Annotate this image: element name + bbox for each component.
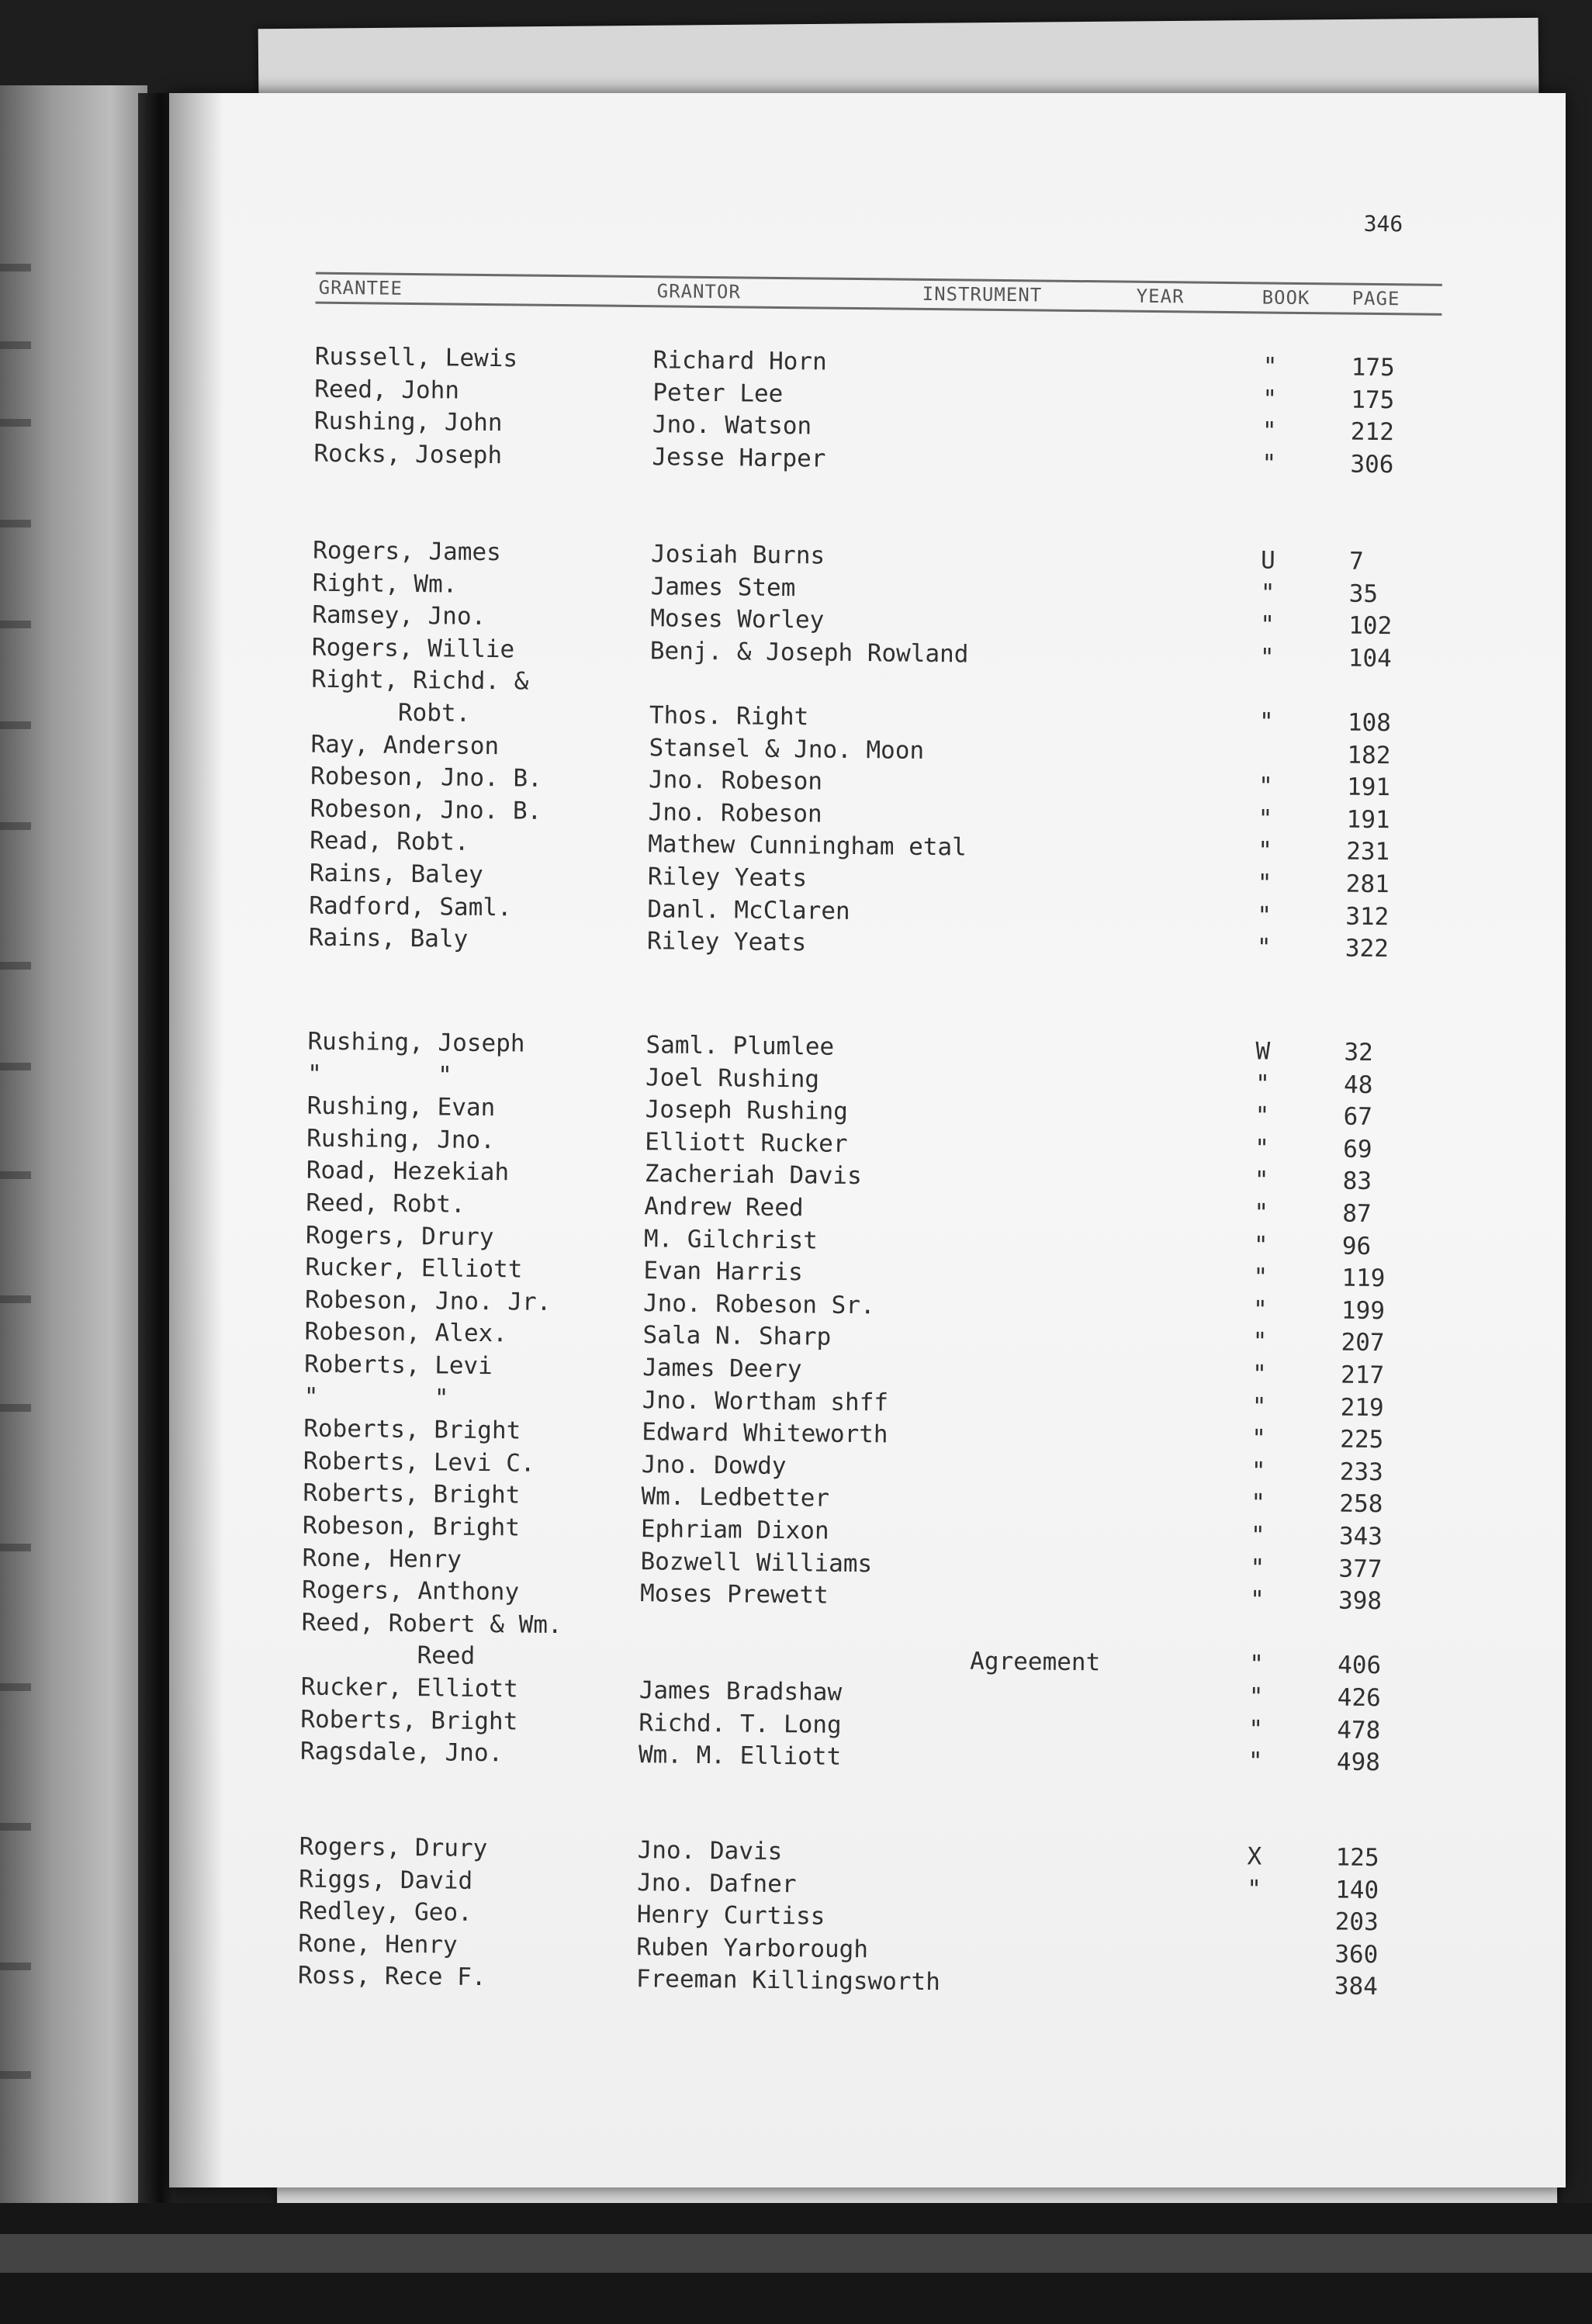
- book-ref: ": [1251, 1457, 1266, 1485]
- grantee-name: Rains, Baley: [309, 859, 483, 889]
- book-ref: ": [1248, 1747, 1263, 1776]
- grantee-name: Roberts, Bright: [303, 1478, 521, 1510]
- book-ref: ": [1261, 417, 1277, 445]
- grantor-name: Peter Lee: [652, 378, 784, 408]
- page-ref: 478: [1337, 1716, 1381, 1745]
- grantor-name: Jno. Robeson: [648, 798, 822, 828]
- grantor-name: Ephriam Dixon: [640, 1515, 829, 1545]
- grantee-name: Rogers, James: [313, 536, 502, 567]
- grantee-name: " ": [303, 1382, 449, 1413]
- page-ref: 406: [1338, 1651, 1382, 1680]
- book-ref: ": [1251, 1489, 1266, 1517]
- grantee-name: Rushing, John: [313, 406, 503, 437]
- grantee-name: Rushing, Jno.: [306, 1124, 496, 1154]
- grantee-name: Rogers, Anthony: [301, 1575, 520, 1606]
- page-ref: 104: [1348, 644, 1392, 673]
- grantee-name: Right, Wm.: [312, 569, 458, 599]
- page-ref: 119: [1341, 1264, 1386, 1293]
- page-ref: 306: [1350, 450, 1394, 479]
- grantor-name: Richard Horn: [652, 346, 827, 376]
- grantor-name: Ruben Yarborough: [636, 1932, 869, 1964]
- header-book: BOOK: [1261, 286, 1310, 310]
- page-ref: 225: [1340, 1425, 1384, 1454]
- page-ref: 83: [1342, 1167, 1372, 1196]
- grantor-name: Jno. Davis: [637, 1836, 783, 1866]
- book-ref: ": [1260, 610, 1275, 639]
- book-ref: ": [1258, 772, 1273, 801]
- page-ref: 343: [1338, 1522, 1383, 1551]
- header-year: YEAR: [1136, 285, 1185, 308]
- grantee-name: Robeson, Jno. Jr.: [304, 1285, 552, 1316]
- page-ref: 182: [1347, 741, 1391, 769]
- book-ref: ": [1253, 1263, 1268, 1292]
- grantor-name: Jesse Harper: [652, 443, 826, 473]
- book-ref: ": [1254, 1134, 1270, 1163]
- book-ref: ": [1249, 1586, 1265, 1614]
- page-ref: 87: [1342, 1199, 1372, 1228]
- grantor-name: Danl. McClaren: [647, 894, 850, 925]
- page-ref: 258: [1339, 1489, 1383, 1519]
- grantor-name: James Deery: [642, 1354, 802, 1384]
- book-ref: ": [1251, 1424, 1267, 1453]
- page-ref: 384: [1334, 1972, 1379, 2001]
- grantor-name: Joseph Rushing: [645, 1095, 849, 1126]
- page-ref: 233: [1339, 1458, 1384, 1486]
- book-ref: ": [1262, 352, 1278, 381]
- book-ref: ": [1252, 1327, 1268, 1356]
- grantee-name: Reed: [301, 1640, 476, 1671]
- page-ref: 191: [1346, 773, 1391, 802]
- grantor-name: Thos. Right: [649, 701, 809, 731]
- grantee-name: Robeson, Bright: [302, 1511, 521, 1542]
- book-ref: ": [1251, 1392, 1267, 1421]
- page-ref: 217: [1340, 1361, 1385, 1390]
- grantor-name: Josiah Burns: [650, 540, 825, 570]
- page-ref: 212: [1350, 417, 1395, 447]
- grantee-name: Roberts, Levi C.: [303, 1447, 535, 1478]
- grantee-name: Roberts, Levi: [304, 1350, 493, 1381]
- page-ref: 207: [1341, 1328, 1385, 1357]
- page-ref: 426: [1337, 1683, 1381, 1713]
- book-ref: U: [1260, 546, 1275, 575]
- grantee-name: Robt.: [310, 697, 471, 728]
- grantor-name: Freeman Killingsworth: [635, 1965, 941, 1997]
- grantee-name: Rone, Henry: [302, 1544, 462, 1574]
- grantor-name: Andrew Reed: [644, 1192, 804, 1223]
- grantee-name: Reed, Robt.: [306, 1188, 465, 1219]
- grantor-name: Wm. M. Elliott: [638, 1741, 842, 1772]
- grantee-name: Reed, John: [314, 375, 460, 405]
- book-ref: ": [1257, 901, 1272, 930]
- grantor-name: Evan Harris: [643, 1257, 803, 1287]
- page-ref: 322: [1345, 934, 1390, 963]
- page-ref: 32: [1344, 1038, 1374, 1067]
- book-ref: ": [1258, 836, 1273, 866]
- page-ref: 231: [1346, 838, 1390, 866]
- grantee-name: Reed, Robert & Wm.: [301, 1608, 562, 1639]
- grantee-name: " ": [306, 1060, 452, 1090]
- grantor-name: James Bradshaw: [639, 1676, 843, 1707]
- book-ref: ": [1261, 449, 1277, 478]
- book-ref: X: [1247, 1842, 1262, 1871]
- grantee-name: Russell, Lewis: [314, 342, 518, 373]
- book-ref: ": [1254, 1166, 1269, 1195]
- grantee-name: Robeson, Jno. B.: [310, 762, 542, 793]
- book-ref: ": [1249, 1650, 1265, 1679]
- book-ref: ": [1251, 1360, 1267, 1389]
- grantee-name: Ragsdale, Jno.: [299, 1737, 504, 1768]
- book-ref: ": [1257, 869, 1272, 897]
- grantee-name: Rushing, Joseph: [307, 1027, 525, 1058]
- grantor-name: Edward Whiteworth: [642, 1418, 888, 1449]
- page-ref: 199: [1341, 1296, 1386, 1325]
- grantor-name: Bozwell Williams: [640, 1547, 873, 1578]
- page-ref: 281: [1345, 870, 1390, 899]
- grantee-name: Rogers, Drury: [299, 1832, 488, 1863]
- book-ref: ": [1248, 1682, 1264, 1711]
- book-ref: ": [1255, 1070, 1270, 1098]
- book-ref: ": [1254, 1198, 1269, 1227]
- grantor-name: Zacheriah Davis: [644, 1160, 862, 1191]
- book-ref: ": [1250, 1553, 1265, 1582]
- grantee-name: Rucker, Elliott: [300, 1672, 518, 1703]
- page-ref: 140: [1334, 1876, 1379, 1904]
- grantor-name: Elliott Rucker: [645, 1127, 848, 1158]
- grantor-name: Jno. Robeson: [648, 766, 823, 796]
- grantee-name: Roberts, Bright: [303, 1414, 521, 1445]
- header-grantor: GRANTOR: [656, 280, 742, 303]
- page-ref: 102: [1348, 611, 1393, 641]
- page-ref: 175: [1351, 353, 1395, 382]
- grantee-name: Road, Hezekiah: [306, 1157, 510, 1187]
- grantor-name: Stansel & Jno. Moon: [649, 733, 925, 765]
- book-ref: ": [1256, 933, 1272, 962]
- book-ref: ": [1262, 385, 1278, 413]
- page-ref: 398: [1338, 1586, 1383, 1616]
- grantee-name: Riggs, David: [299, 1865, 473, 1895]
- book-ref: W: [1255, 1037, 1271, 1066]
- grantor-name: Saml. Plumlee: [645, 1031, 835, 1061]
- grantor-name: Jno. Watson: [652, 410, 812, 441]
- grantor-name: Riley Yeats: [647, 863, 808, 893]
- book-ref: ": [1248, 1714, 1264, 1744]
- book-ref: ": [1259, 643, 1275, 672]
- grantor-name: Wm. Ledbetter: [641, 1482, 830, 1513]
- page-ref: 498: [1336, 1748, 1381, 1777]
- book-ref: ": [1253, 1231, 1268, 1260]
- grantee-name: Robeson, Jno. B.: [310, 794, 542, 825]
- instrument-type: Agreement: [970, 1648, 1101, 1677]
- book-ref: ": [1247, 1874, 1262, 1904]
- page-ref: 7: [1348, 547, 1364, 576]
- grantee-name: Rogers, Drury: [305, 1221, 494, 1251]
- header-grantee: GRANTEE: [318, 276, 403, 299]
- grantee-name: Rucker, Elliott: [305, 1253, 523, 1284]
- grantor-name: M. Gilchrist: [643, 1224, 818, 1255]
- grantor-name: James Stem: [650, 572, 796, 602]
- header-instrument: INSTRUMENT: [922, 282, 1043, 306]
- page-ref: 67: [1343, 1102, 1373, 1132]
- grantee-name: Right, Richd. &: [311, 666, 529, 696]
- grantee-name: Rushing, Evan: [306, 1091, 496, 1122]
- grantee-name: Ross, Rece F.: [297, 1961, 486, 1992]
- grantor-name: Moses Prewett: [639, 1579, 829, 1610]
- page-number: 346: [1363, 210, 1403, 237]
- book-ref: ": [1258, 804, 1273, 833]
- page-ref: 48: [1343, 1070, 1373, 1099]
- book-ref: ": [1250, 1521, 1265, 1550]
- grantee-name: Redley, Geo.: [298, 1897, 472, 1928]
- grantee-name: Robeson, Alex.: [304, 1318, 508, 1348]
- page-ref: 377: [1338, 1555, 1383, 1583]
- grantee-name: Rains, Baly: [308, 923, 469, 953]
- page-ref: 69: [1342, 1135, 1372, 1164]
- grantee-name: Rone, Henry: [298, 1929, 458, 1959]
- grantee-name: Rogers, Willie: [311, 633, 515, 664]
- page-ref: 35: [1348, 579, 1379, 608]
- grantee-name: Roberts, Bright: [300, 1705, 518, 1736]
- grantor-name: Joel Rushing: [645, 1063, 820, 1094]
- grantee-name: Ramsey, Jno.: [312, 600, 486, 631]
- page-ref: 219: [1340, 1393, 1384, 1422]
- grantor-name: Sala N. Sharp: [642, 1321, 832, 1352]
- page-ref: 108: [1347, 708, 1392, 738]
- book-ref: ": [1255, 1101, 1270, 1130]
- grantor-name: Jno. Robeson Sr.: [642, 1288, 875, 1320]
- grantor-name: Henry Curtiss: [636, 1900, 825, 1931]
- page-ref: 191: [1346, 805, 1390, 835]
- grantor-name: Richd. T. Long: [639, 1708, 842, 1739]
- header-rule-top: [316, 272, 1442, 286]
- grantee-name: Read, Robt.: [310, 827, 469, 857]
- page-ref: 175: [1351, 386, 1395, 414]
- grantor-name: Moses Worley: [650, 604, 825, 635]
- grantor-name: Mathew Cunningham etal: [648, 830, 967, 862]
- grantor-name: Jno. Wortham shff: [642, 1385, 889, 1417]
- book-ref: ": [1260, 579, 1275, 607]
- grantee-name: Rocks, Joseph: [313, 439, 503, 470]
- grantor-name: Jno. Dowdy: [641, 1450, 787, 1480]
- book-ref: ": [1258, 707, 1274, 736]
- page-ref: 312: [1345, 902, 1390, 931]
- grantee-name: Ray, Anderson: [310, 730, 500, 760]
- header-page: PAGE: [1351, 287, 1400, 310]
- grantor-name: Jno. Dafner: [637, 1868, 797, 1898]
- grantor-name: Benj. & Joseph Rowland: [649, 637, 969, 669]
- page-ref: 125: [1335, 1843, 1379, 1873]
- page-ref: 360: [1334, 1940, 1379, 1969]
- page-ref: 96: [1341, 1232, 1372, 1261]
- page-ref: 203: [1334, 1907, 1379, 1937]
- book-ref: ": [1252, 1295, 1268, 1324]
- grantee-name: Radford, Saml.: [309, 891, 512, 922]
- grantor-name: Riley Yeats: [646, 927, 807, 957]
